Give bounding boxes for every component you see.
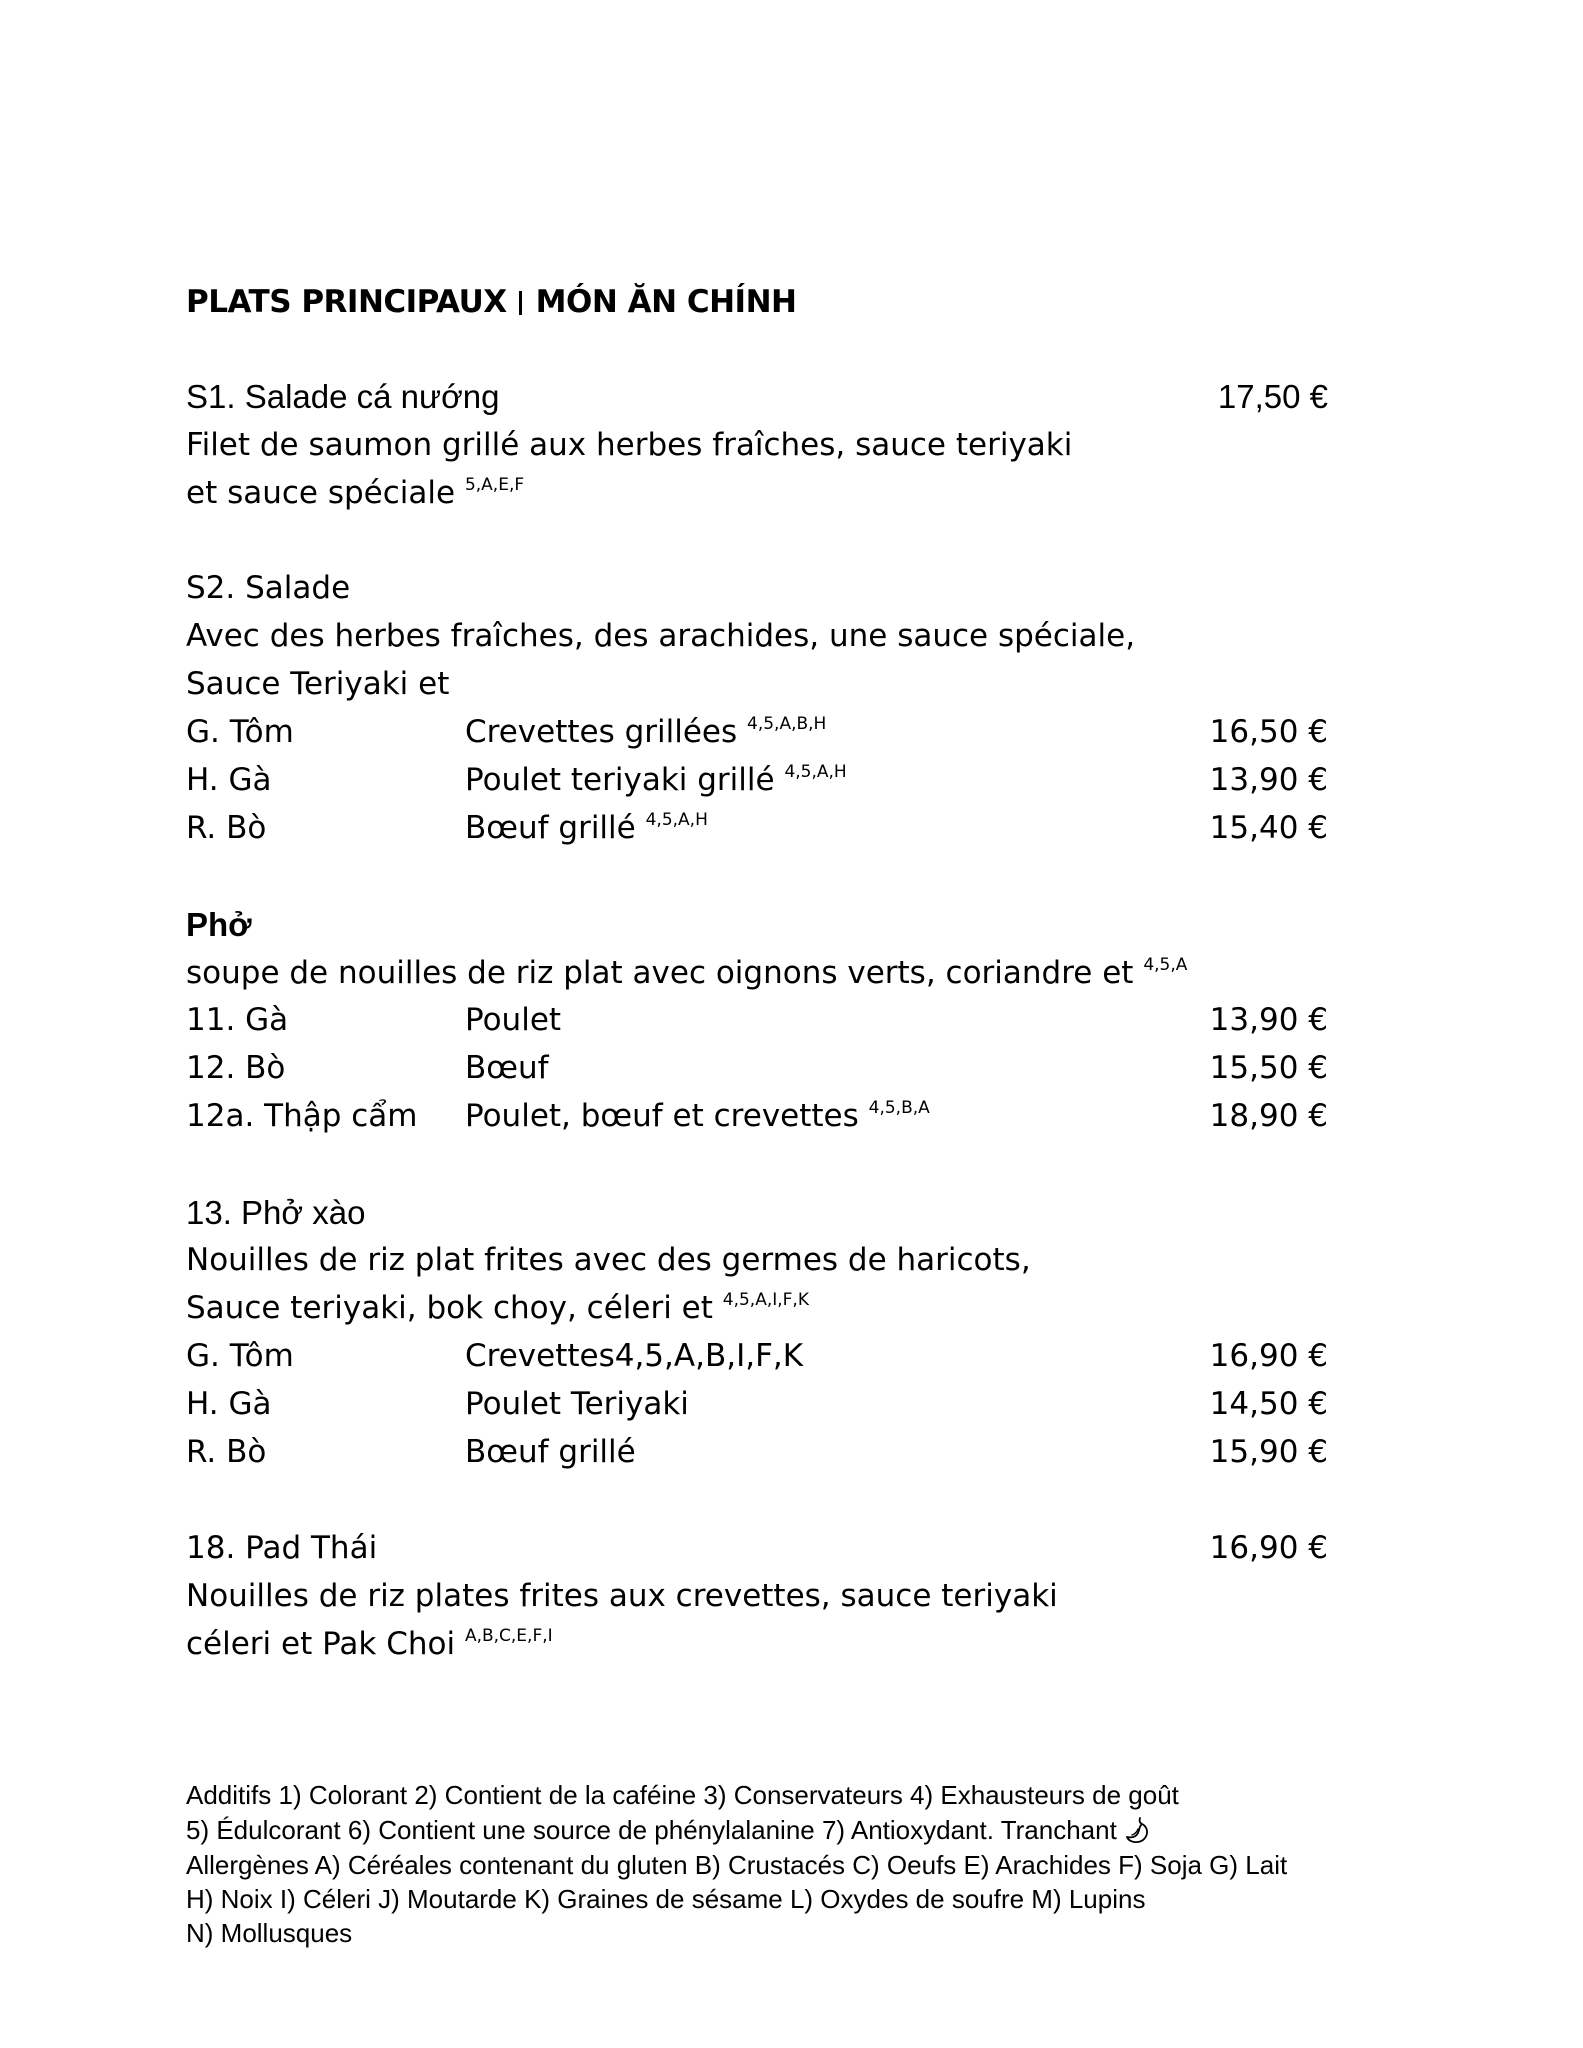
footer-allergens-line1: Allergènes A) Céréales contenant du gluten B) Crustacés C) Oeufs E) Arachides F) Soja G) Lait	[186, 1850, 1288, 1880]
pho-allergens: 4,5,A	[1143, 955, 1188, 975]
title-separator	[519, 291, 522, 315]
s2-row-allergens: 4,5,A,B,H	[747, 714, 827, 734]
title-vn: MÓN ĂN CHÍNH	[535, 284, 797, 320]
s2-row-desc	[465, 810, 708, 846]
pho-xao-desc2-text: Sauce teriyaki, bok choy, céleri et	[186, 1290, 713, 1326]
s2-desc-line2: Sauce Teriyaki et	[186, 666, 450, 702]
s1-desc2-text: et sauce spéciale	[186, 475, 456, 511]
s2-row-price: 15,40 €	[1209, 810, 1328, 846]
pho-xao-row-desc: Poulet Teriyaki	[465, 1386, 689, 1422]
pho-xao-row-code: G. Tôm	[186, 1338, 294, 1374]
s2-row-code: G. Tôm	[186, 714, 294, 750]
s1-desc-line1: Filet de saumon grillé aux herbes fraîches, sauce teriyaki	[186, 427, 1073, 463]
pho-xao-row-price: 16,90 €	[1209, 1338, 1328, 1374]
pho-row-desc: Bœuf	[465, 1050, 549, 1086]
pad-thai-desc-line2	[186, 1626, 553, 1662]
pho-row-code: 12. Bò	[186, 1050, 286, 1086]
pho-xao-name: 13. Phở xào	[186, 1194, 366, 1231]
pho-xao-row-price: 15,90 €	[1209, 1434, 1328, 1470]
pho-xao-desc-line1: Nouilles de riz plat frites avec des germes de haricots,	[186, 1242, 1031, 1278]
page-title	[186, 284, 796, 320]
pho-xao-allergens: 4,5,A,I,F,K	[722, 1290, 809, 1310]
chili-icon	[1123, 1815, 1153, 1852]
s1-price: 17,50 €	[1217, 378, 1328, 415]
s2-row-desc	[465, 762, 847, 798]
s2-row-price: 16,50 €	[1209, 714, 1328, 750]
s2-row-code: H. Gà	[186, 762, 272, 798]
s2-row-allergens: 4,5,A,H	[645, 810, 708, 830]
s1-desc-line2	[186, 475, 524, 511]
pho-xao-row-desc: Crevettes4,5,A,B,I,F,K	[465, 1338, 804, 1374]
pho-row-code: 11. Gà	[186, 1002, 289, 1038]
pho-xao-row-code: H. Gà	[186, 1386, 272, 1422]
pho-xao-row-desc: Bœuf grillé	[465, 1434, 636, 1470]
pad-thai-name: 18. Pad Thái	[186, 1530, 378, 1566]
pho-row-desc-text: Poulet, bœuf et crevettes	[465, 1098, 859, 1134]
pad-thai-desc-line1: Nouilles de riz plates frites aux crevettes, sauce teriyaki	[186, 1578, 1058, 1614]
pho-xao-row-code: R. Bò	[186, 1434, 267, 1470]
s2-row-desc-text: Bœuf grillé	[465, 810, 636, 846]
s2-row-desc	[465, 714, 826, 750]
s2-desc-line1: Avec des herbes fraîches, des arachides, une sauce spéciale,	[186, 618, 1136, 654]
pho-desc-text: soupe de nouilles de riz plat avec oignons verts, coriandre et	[186, 955, 1134, 991]
pho-name: Phở	[186, 906, 252, 943]
footer-allergens-line3: N) Mollusques	[186, 1918, 353, 1948]
pad-thai-allergens: A,B,C,E,F,I	[464, 1626, 553, 1646]
pho-row-price: 13,90 €	[1209, 1002, 1328, 1038]
s2-row-desc-text: Crevettes grillées	[465, 714, 738, 750]
pad-thai-price: 16,90 €	[1209, 1530, 1328, 1566]
footer-allergens-line2: H) Noix I) Céleri J) Moutarde K) Graines de sésame L) Oxydes de soufre M) Lupins	[186, 1884, 1146, 1914]
s2-name: S2. Salade	[186, 570, 351, 606]
pho-xao-desc-line2	[186, 1290, 809, 1326]
s2-row-code: R. Bò	[186, 810, 267, 846]
pho-xao-row-price: 14,50 €	[1209, 1386, 1328, 1422]
s1-name: S1. Salade cá nướng	[186, 378, 500, 415]
s2-row-allergens: 4,5,A,H	[784, 762, 847, 782]
pho-row-price: 15,50 €	[1209, 1050, 1328, 1086]
s2-row-price: 13,90 €	[1209, 762, 1328, 798]
footer-additives-line2-text: 5) Édulcorant 6) Contient une source de phénylalanine 7) Antioxydant. Tranchant	[186, 1815, 1117, 1845]
pho-row-code: 12a. Thập cẩm	[186, 1098, 418, 1134]
pho-desc	[186, 955, 1187, 991]
pho-row-allergens: 4,5,B,A	[868, 1098, 930, 1118]
s2-row-desc-text: Poulet teriyaki grillé	[465, 762, 775, 798]
pad-thai-desc2-text: céleri et Pak Choi	[186, 1626, 456, 1662]
s1-allergens: 5,A,E,F	[464, 475, 525, 495]
footer-additives-line2	[186, 1815, 1153, 1852]
footer-additives-line1: Additifs 1) Colorant 2) Contient de la caféine 3) Conservateurs 4) Exhausteurs de goût	[186, 1780, 1179, 1810]
pho-row-desc	[465, 1098, 930, 1134]
title-fr: PLATS PRINCIPAUX	[186, 284, 507, 320]
pho-row-desc: Poulet	[465, 1002, 562, 1038]
pho-row-price: 18,90 €	[1209, 1098, 1328, 1134]
